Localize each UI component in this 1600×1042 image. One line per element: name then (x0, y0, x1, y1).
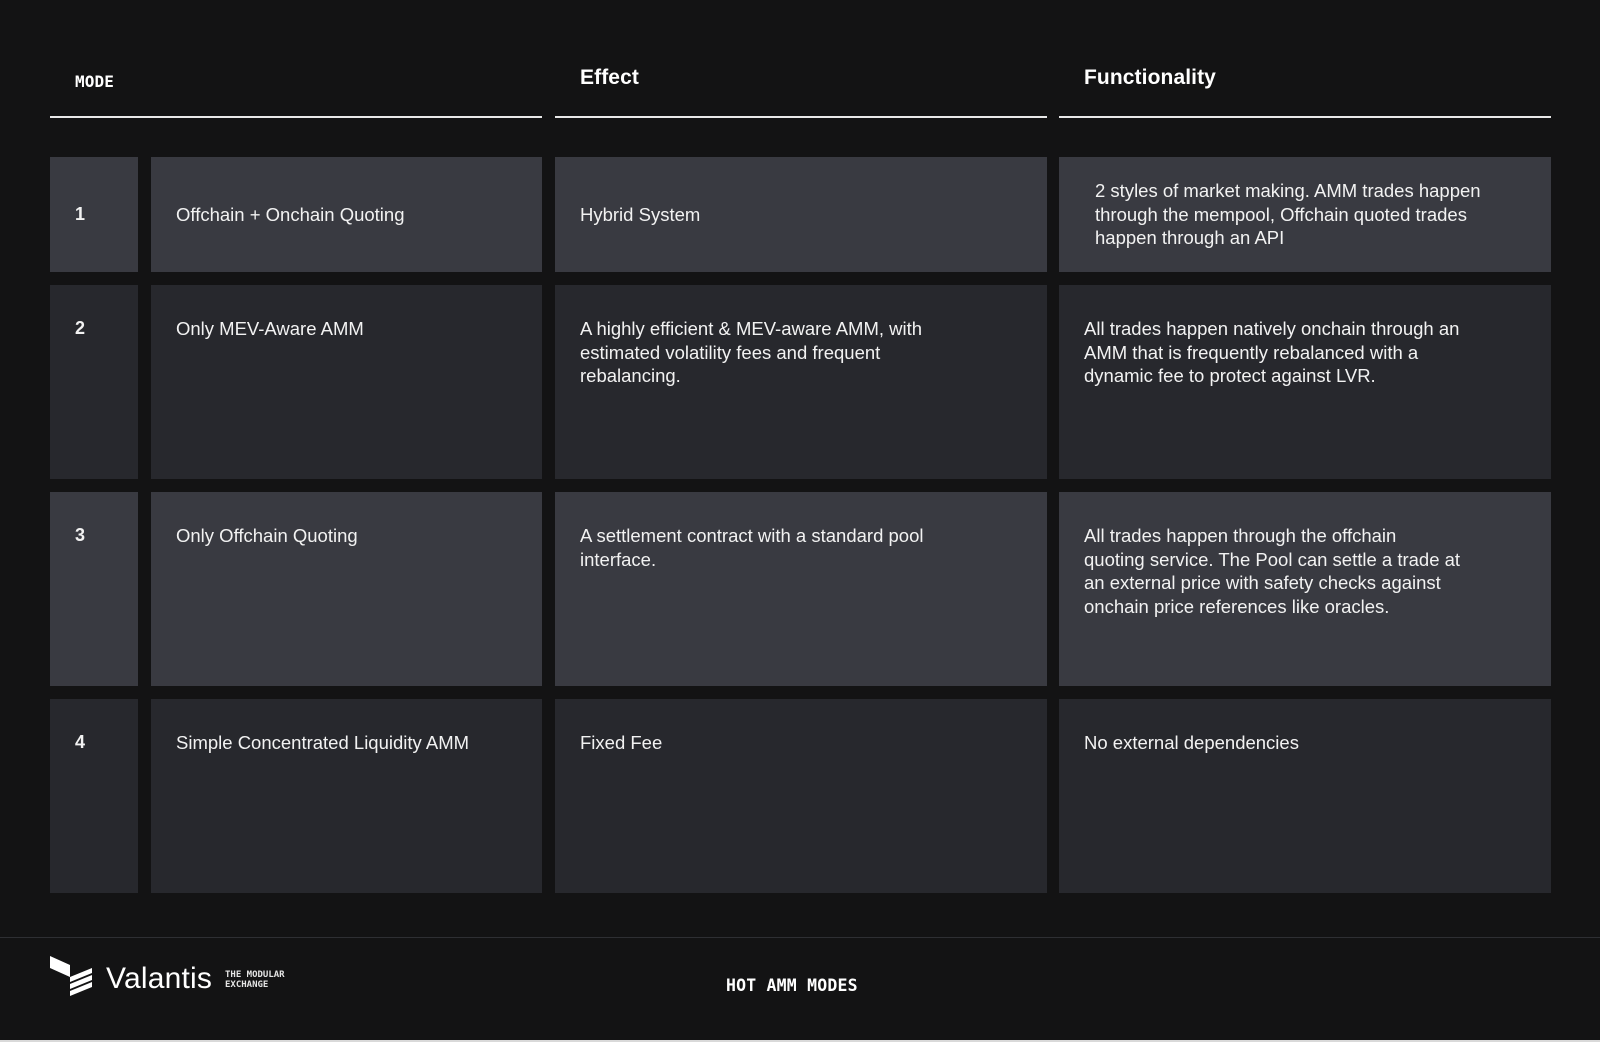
header-mode: MODE (75, 72, 114, 91)
effect-cell (555, 285, 1047, 479)
effect-cell (555, 492, 1047, 686)
effect-text: Fixed Fee (580, 732, 663, 753)
functionality-text: All trades happen through the offchain quoting service. The Pool can settle a trade at an external price with safety checks against onchain price references like oracles. (1084, 525, 1461, 617)
effect-cell (555, 157, 1047, 272)
mode-cell (151, 157, 542, 272)
row-number-cell (50, 699, 138, 893)
mode-cell (151, 285, 542, 479)
row-number: 2 (75, 318, 86, 338)
functionality-text: No external dependencies (1084, 732, 1299, 753)
functionality-cell (1059, 285, 1551, 479)
row-number: 1 (75, 203, 86, 224)
functionality-text: All trades happen natively onchain through an AMM that is frequently rebalanced with a dynamic fee to protect against LVR. (1084, 318, 1460, 386)
row-number: 3 (75, 525, 86, 545)
header-effect: Effect (580, 66, 639, 89)
brand-tagline (225, 970, 285, 990)
row-number-cell (50, 492, 138, 686)
valantis-logo-icon (50, 956, 94, 998)
functionality-cell (1059, 492, 1551, 686)
mode-cell (151, 699, 542, 893)
effect-text: Hybrid System (580, 203, 701, 225)
header-functionality: Functionality (1084, 66, 1216, 89)
mode-text: Only Offchain Quoting (176, 525, 358, 546)
mode-cell (151, 492, 542, 686)
effect-text: A settlement contract with a standard pool interface. (580, 525, 924, 570)
functionality-cell (1059, 699, 1551, 893)
row-number-cell (50, 157, 138, 272)
tagline-line-1: THE MODULAR (225, 970, 285, 980)
footer-divider (0, 937, 1600, 938)
mode-text: Only MEV-Aware AMM (176, 318, 364, 339)
effect-cell (555, 699, 1047, 893)
row-number-cell (50, 285, 138, 479)
header-divider-effect (555, 116, 1047, 118)
effect-text: A highly efficient & MEV-aware AMM, with estimated volatility fees and frequent rebalancing. (580, 318, 923, 386)
tagline-line-2: EXCHANGE (225, 980, 269, 990)
footer-title: HOT AMM MODES (726, 976, 858, 995)
mode-text: Offchain + Onchain Quoting (176, 203, 405, 225)
header-divider-functionality (1059, 116, 1551, 118)
header-divider-mode (50, 116, 542, 118)
functionality-cell (1059, 157, 1551, 272)
brand-name: Valantis (106, 962, 213, 995)
row-number: 4 (75, 732, 86, 752)
mode-text: Simple Concentrated Liquidity AMM (176, 732, 470, 753)
functionality-text: 2 styles of market making. AMM trades happen through the mempool, Offchain quoted trades happen through an API (1095, 180, 1481, 249)
